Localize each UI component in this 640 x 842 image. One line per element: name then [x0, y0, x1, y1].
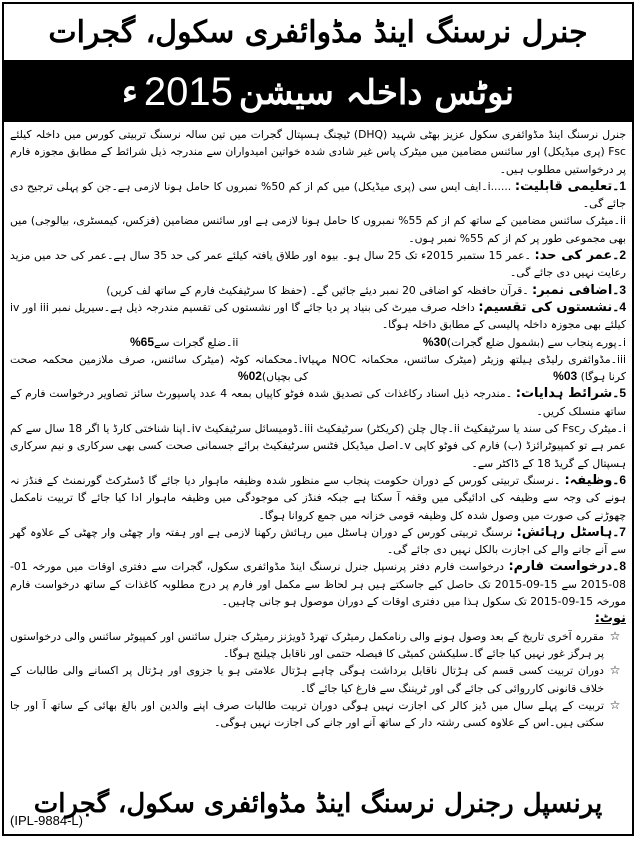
- section-application-form: [10, 558, 626, 610]
- star-icon: ☆: [609, 628, 621, 643]
- quota-item: [130, 334, 238, 351]
- section-number: 3۔: [612, 282, 626, 297]
- section-heading: اضافی نمبر:: [532, 282, 613, 298]
- quota-label: iv۔محکمانہ کوٹہ (میٹرک سائنس، صرف ملازمین محکمہ صحت کی بچیاں): [10, 352, 309, 384]
- session-label: نوٹس داخلہ سیشن: [238, 72, 515, 113]
- quota-label: i۔پورے پنجاب سے (بشمول ضلع گجرات): [446, 335, 626, 349]
- note-heading: نوٹ:: [594, 611, 626, 627]
- note-text: تربیت کے پہلے سال میں ڈیز کالر کی اجازت نہیں ہوگی دوران تربیت طالبات صرف اپنے والدین اور بالغ بھائی کے ساتھ آ اور جا سکتی ہیں۔اس کے علاوہ کسی رشتہ دار کے ساتھ آنے اور جانے کی اجازت نہیں ہوگی۔: [10, 698, 604, 730]
- note-item: [10, 697, 626, 732]
- quota-value: 02%: [237, 369, 262, 384]
- quota-item: [423, 334, 626, 351]
- section-seat-distribution: [10, 299, 626, 334]
- section-number: 8۔: [612, 559, 626, 574]
- signature-line: پرنسپل رجنرل نرسنگ اینڈ مڈوائفری سکول، گجرات: [33, 789, 603, 819]
- intro-paragraph: جنرل نرسنگ اینڈ مڈوائفری سکول عزیز بھٹی شہید (DHQ) ٹیچنگ ہسپتال گجرات میں تین سالہ نرسنگ تربیتی کورس میں داخلہ کیلئے Fsc (پری میڈیکل) اور سائنس مضامین میں میٹرک پاس غیر شادی شدہ خواتین امیدواران سے مندرجہ ذیل شرائط کے مطابق مجوزہ فارم پر درخواستیں مطلوب ہیں۔: [10, 128, 626, 176]
- star-icon: ☆: [609, 697, 621, 712]
- section-text: درخواست فارم دفتر پرنسپل جنرل نرسنگ اینڈ مڈوائفری سکول، گجرات سے دفتری اوقات میں مورخہ 01-08-2015 سے 15-09-2015 تک حاصل کیے جاسکتے ہیں ہر لحاظ سے مکمل اور فارم پر درج مطلوبہ کاغذات کے ساتھ درخواست فارم مورخہ 15-09-2015 تک سکول ہذا میں دفتری اوقات کے دوران موصول ہو جانی چاہیں۔: [10, 560, 626, 609]
- quota-row: [10, 351, 626, 386]
- section-number: 2۔: [612, 248, 626, 263]
- section-hostel: [10, 524, 626, 559]
- quota-value: 30%: [422, 334, 447, 349]
- quota-value: 65%: [130, 334, 155, 349]
- section-number: 4۔: [612, 299, 627, 314]
- section-number: 5۔: [612, 386, 626, 401]
- quota-item: [10, 351, 308, 386]
- section-text: داخلہ صرف میرٹ کی بنیاد پر دیا جائے گا اور نشستوں کی تقسیم مندرجہ ذیل ہے۔سیریل نمبر iii اور iv کیلئے بھی مجوزہ داخلہ پالیسی کے مطابق داخلہ ہوگا۔: [10, 300, 626, 332]
- quota-value: 03%: [553, 369, 578, 384]
- section-number: 7۔: [612, 524, 626, 539]
- quota-label: iii۔مڈوائفری رلیڈی ہیلتھ وزیٹر (میٹرک سائنس، محکمانہ NOC مہیا کرنا ہوگا): [308, 352, 626, 384]
- quota-row: [10, 334, 626, 351]
- note-text: مقررہ آخری تاریخ کے بعد وصول ہونے والی رنامکمل رمیٹرک تھرڈ ڈویژنز رمیٹرک جنرل سائنس اور کمپیوٹر سائنس والی درخواستوں پر ہرگز غور نہیں کیا جائے گا۔سلیکشن کمیٹی کا فیصلہ حتمی اور ناقابل چیلنج ہوگا۔: [10, 629, 604, 660]
- section-heading: تعلیمی قابلیت:: [514, 178, 613, 194]
- section-number: 1۔: [612, 178, 626, 193]
- section-text: ۔مندرجہ ذیل اسناد رکاغذات کی تصدیق شدہ فوٹو کاپیاں بمعہ 4 عدد پاسپورٹ سائز تصاویر درخواست فارم کے ساتھ منسلک کریں۔: [10, 387, 626, 418]
- section-heading: نشستوں کی تقسیم:: [478, 299, 613, 315]
- section-heading: شرائط ہدایات:: [515, 386, 613, 402]
- star-icon: ☆: [609, 663, 621, 678]
- section-text: ۔نرسنگ تربیتی کورس کے دوران حکومت پنجاب سے منظور شدہ وظیفہ ماہوار دیا جائے گا ڈسٹرکٹ گورنمنٹ کے فنڈز نہ ہونے کی وجہ سے وظیفہ کی ادائیگی میں وقفہ آ سکتا ہے جبکہ فنڈز کی موجودگی میں وظیفہ ماہوار ادا کیا جائے گا تربیت نامکمل چھوڑنے کی صورت میں وصول شدہ کل وظیفہ قومی خزانہ میں جمع کروانا ہوگا۔: [10, 473, 626, 522]
- section-stipend: [10, 472, 626, 524]
- note-item: [10, 628, 626, 663]
- note-item: [10, 662, 626, 697]
- qualification-ii: ii۔میٹرک سائنس مضامین کے ساتھ کم از کم 55% نمبروں کا حامل ہونا لازمی ہے اور سائنس مضامین (فزکس، کیمسٹری، بیالوجی) میں بھی مجموعی طور پر کم از کم 55% نمبر ہوں۔: [10, 214, 626, 245]
- note-text: دوران تربیت کسی قسم کی ہڑتال ناقابل برداشت ہوگی چاہے ہڑتال علامتی ہو یا جزوی اور ہڑتال پر اکسانے والی طالبات کے خلاف قانونی کارروائی کی جائے گی اور ٹریننگ سے فارغ کیا جائے گا۔: [10, 664, 604, 695]
- session-banner: [4, 62, 632, 122]
- reference-code: (IPL-9884-L): [10, 813, 83, 828]
- quota-item: [308, 351, 626, 386]
- section-text: ۔قرآن حافظہ کو اضافی 20 نمبر دیئے جائیں گے۔ (حفظ کا سرٹیفکیٹ فارم کے ساتھ لف کریں): [106, 283, 529, 297]
- section-text: ۔عمر 15 ستمبر 2015ء تک 25 سال ہو۔ بیوہ اور طلاق یافتہ کیلئے عمر کی حد 35 سال ہے۔عمر کی حد میں مزید رعایت نہیں دی جائے گی۔: [10, 249, 626, 280]
- section-qualification: [10, 178, 626, 213]
- admission-notice: [2, 2, 634, 836]
- section-heading: ہاسٹل رہائش:: [516, 524, 613, 540]
- section-age-limit: [10, 247, 626, 282]
- section-instructions: [10, 385, 626, 420]
- section-heading: وظیفہ:: [564, 472, 613, 488]
- school-title: جنرل نرسنگ اینڈ مڈوائفری سکول، گجرات: [4, 4, 632, 62]
- quota-label: ii۔ضلع گجرات سے: [154, 335, 239, 349]
- section-heading: درخواست فارم:: [508, 559, 613, 575]
- section-number: 6۔: [612, 472, 626, 487]
- section-heading: عمر کی حد:: [534, 248, 613, 264]
- year-suffix: ء: [121, 72, 138, 112]
- session-year: 2015: [143, 69, 233, 114]
- notice-body: [4, 122, 632, 731]
- section-text: ......i۔ایف ایس سی (پری میڈیکل) میں کم از کم 50% نمبروں کا حامل ہونا لازمی ہے۔جن کو پہلی ترجیح دی جائے گی۔: [10, 179, 626, 211]
- section-extra-marks: [10, 282, 626, 299]
- required-documents: i۔میٹرک رFsc کی سند یا سرٹیفکیٹ ii۔چال چلن (کریکٹر) سرٹیفکیٹ iii۔ڈومیسائل سرٹیفکیٹ iv۔اپنا شناختی کارڈ یا اگر 18 سال سے کم عمر ہے تو کمپیوٹرائزڈ (ب) فارم کی فوٹو کاپی v۔اصل میڈیکل فٹنس سرٹیفکیٹ برائے جسمانی صحت کسی بھی سرکاری و نیم سرکاری ہسپتال کے گریڈ 18 کے ڈاکٹر سے۔: [10, 422, 627, 470]
- section-text: نرسنگ تربیتی کورس کے دوران ہاسٹل میں رہائش رکھنا لازمی ہے اور ہفتہ وار چھٹی وار چھٹی کے علاوہ گھر سے آنے جانے والے کی اجازت بالکل نہیں دی جائے گی۔: [10, 525, 626, 557]
